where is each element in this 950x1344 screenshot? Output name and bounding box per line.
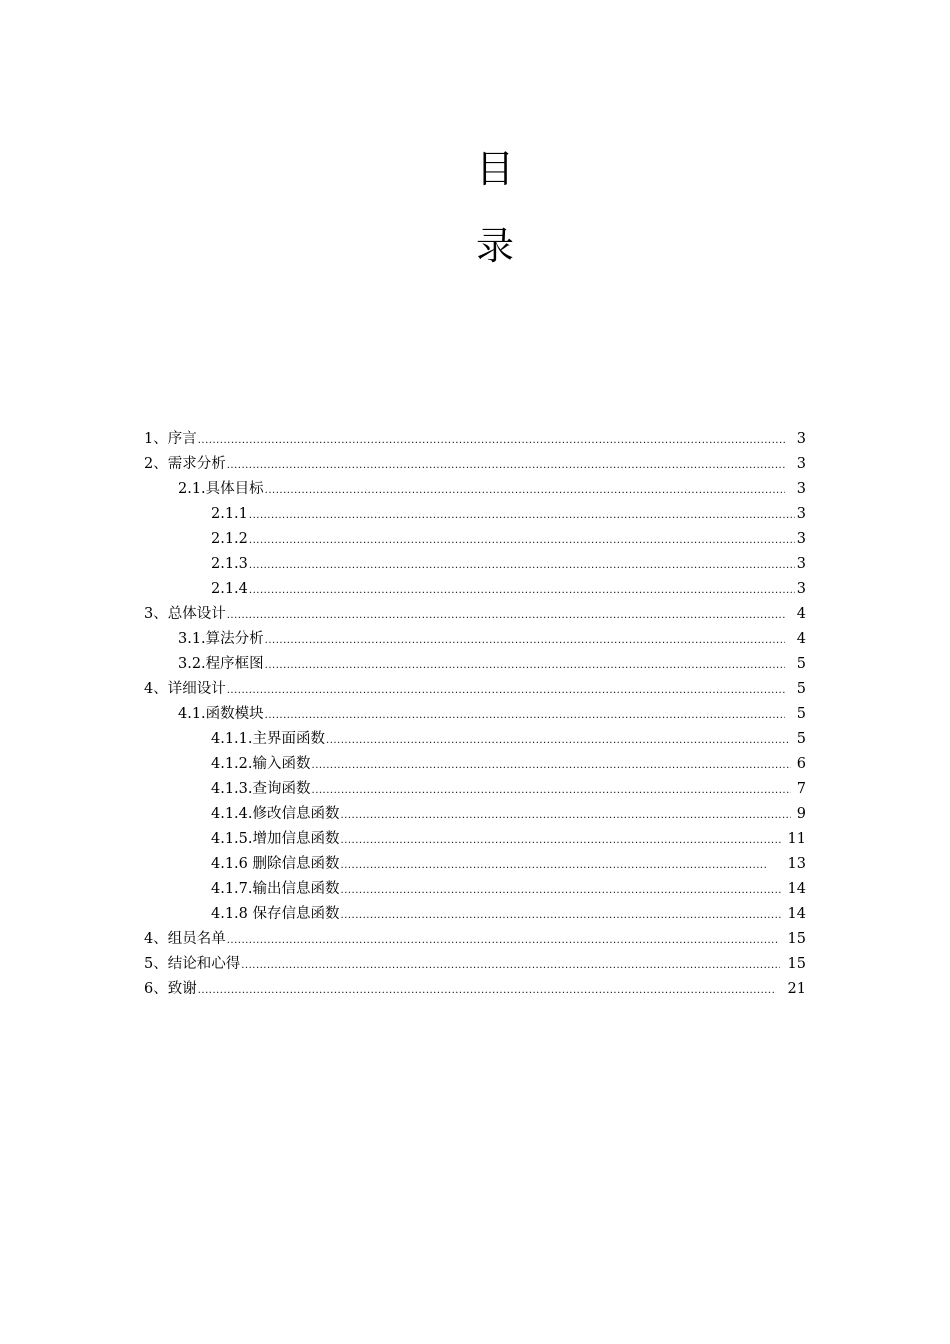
toc-entry-page: 14: [787, 906, 806, 922]
toc-entry-3-1[interactable]: [178, 628, 806, 650]
toc-entry-conclusion[interactable]: [144, 953, 806, 975]
toc-entry-label: 4.1.5.增加信息函数: [211, 831, 340, 847]
toc-entry-page: 5: [796, 681, 806, 697]
toc-entry-page: 5: [796, 656, 806, 672]
toc-entry-page: 3: [796, 481, 806, 497]
toc-entry-page: 15: [787, 931, 806, 947]
toc-entry-label: 4.1.4.修改信息函数: [211, 806, 340, 822]
toc-entry-label: 2.1.2: [211, 531, 248, 547]
toc-entry-label: 4.1.6 删除信息函数: [211, 856, 340, 872]
toc-entry-2-1-1[interactable]: [211, 503, 806, 525]
toc-entry-4-1[interactable]: [178, 703, 806, 725]
toc-entry-label: 2.1.具体目标: [178, 481, 264, 497]
toc-entry-2-1-3[interactable]: [211, 553, 806, 575]
toc-entry-page: 5: [796, 731, 806, 747]
toc-entry-page: 14: [787, 881, 806, 897]
toc-entry-detailed-design[interactable]: [144, 678, 806, 700]
toc-leader: [341, 880, 781, 902]
toc-entry-label: 3.2.程序框图: [178, 656, 264, 672]
toc-entry-page: 5: [796, 706, 806, 722]
toc-entry-preface[interactable]: [144, 428, 806, 450]
toc-entry-page: 9: [796, 806, 806, 822]
toc-leader: [341, 830, 781, 852]
toc-entry-label: 1、序言: [144, 431, 197, 447]
toc-leader: [249, 530, 795, 552]
toc-entry-3-2[interactable]: [178, 653, 806, 675]
toc-leader: [341, 905, 781, 927]
toc-entry-label: 4.1.1.主界面函数: [211, 731, 326, 747]
toc-entry-label: 3、总体设计: [144, 606, 226, 622]
toc-entry-members[interactable]: [144, 928, 806, 950]
toc-leader: [227, 930, 778, 952]
toc-entry-page: 21: [787, 981, 806, 997]
toc-entry-page: 11: [787, 831, 806, 847]
toc-leader: [312, 755, 791, 777]
toc-entry-4-1-1[interactable]: [211, 728, 806, 750]
toc-entry-4-1-4[interactable]: [211, 803, 806, 825]
toc-entry-page: 7: [796, 781, 806, 797]
toc-leader: [341, 805, 791, 827]
toc-entry-label: 2.1.1: [211, 506, 248, 522]
toc-entry-page: 3: [796, 506, 806, 522]
toc-leader: [265, 480, 785, 502]
toc-entry-label: 2.1.3: [211, 556, 248, 572]
toc-entry-4-1-3[interactable]: [211, 778, 806, 800]
toc-leader: [249, 505, 795, 527]
toc-entry-label: 4.1.8 保存信息函数: [211, 906, 340, 922]
toc-entry-label: 4、详细设计: [144, 681, 226, 697]
toc-entry-label: 4.1.函数模块: [178, 706, 264, 722]
toc-leader: [265, 655, 785, 677]
toc-leader: [198, 980, 776, 1002]
toc-entry-label: 4.1.7.输出信息函数: [211, 881, 340, 897]
toc-entry-page: 3: [796, 456, 806, 472]
toc-leader: [227, 455, 785, 477]
toc-entry-2-1[interactable]: [178, 478, 806, 500]
toc-leader: [249, 580, 795, 602]
page-title-line-1: 目: [475, 147, 514, 191]
toc-entry-2-1-4[interactable]: [211, 578, 806, 600]
toc-entry-4-1-7[interactable]: [211, 878, 806, 900]
toc-entry-page: 13: [787, 856, 806, 872]
toc-entry-label: 6、致谢: [144, 981, 197, 997]
toc-leader: [198, 430, 785, 452]
toc-entry-page: 4: [796, 606, 806, 622]
toc-leader: [341, 855, 768, 877]
toc-entry-page: 6: [796, 756, 806, 772]
toc-entry-label: 5、结论和心得: [144, 956, 241, 972]
toc-entry-label: 2、需求分析: [144, 456, 226, 472]
toc-entry-page: 15: [787, 956, 806, 972]
toc-leader: [312, 780, 791, 802]
toc-entry-4-1-6[interactable]: [211, 853, 806, 875]
toc-entry-page: 3: [796, 581, 806, 597]
toc-entry-overall-design[interactable]: [144, 603, 806, 625]
toc-entry-4-1-8[interactable]: [211, 903, 806, 925]
toc-leader: [227, 605, 785, 627]
toc-entry-label: 4、组员名单: [144, 931, 226, 947]
toc-leader: [326, 730, 789, 752]
toc-entry-4-1-2[interactable]: [211, 753, 806, 775]
toc-leader: [227, 680, 785, 702]
toc-entry-page: 3: [796, 556, 806, 572]
toc-entry-label: 4.1.3.查询函数: [211, 781, 311, 797]
toc-entry-acknowledgement[interactable]: [144, 978, 806, 1000]
toc-entry-page: 3: [796, 431, 806, 447]
toc-leader: [249, 555, 795, 577]
toc-entry-4-1-5[interactable]: [211, 828, 806, 850]
toc-leader: [265, 630, 785, 652]
toc-entry-page: 4: [796, 631, 806, 647]
toc-entry-2-1-2[interactable]: [211, 528, 806, 550]
toc-entry-label: 4.1.2.输入函数: [211, 756, 311, 772]
toc-entry-requirements[interactable]: [144, 453, 806, 475]
toc-entry-label: 3.1.算法分析: [178, 631, 264, 647]
toc-entry-label: 2.1.4: [211, 581, 248, 597]
toc-leader: [241, 955, 780, 977]
page-title-line-2: 录: [475, 224, 514, 268]
toc-leader: [265, 705, 785, 727]
toc-entry-page: 3: [796, 531, 806, 547]
